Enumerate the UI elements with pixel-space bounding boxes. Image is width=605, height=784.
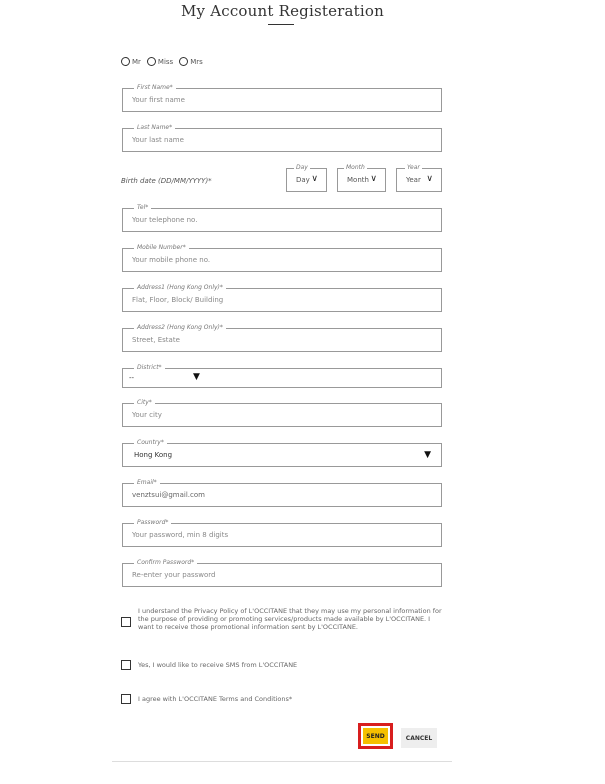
city-label: City* (134, 398, 155, 408)
district-label: District* (134, 363, 165, 373)
divider (112, 761, 452, 762)
terms-consent-text: I agree with L'OCCITANE Terms and Conditions* (138, 695, 293, 703)
email-field (122, 479, 442, 507)
password-label: Password* (134, 518, 171, 528)
radio-mr-label: Mr (132, 57, 141, 66)
sms-checkbox[interactable] (121, 660, 131, 670)
email-label: Email* (134, 478, 160, 488)
mobile-field (122, 244, 442, 272)
last-name-input[interactable] (132, 136, 432, 144)
last-name-field (122, 124, 442, 152)
dropdown-arrow-icon: ▼ (424, 450, 431, 460)
confirm-password-label: Confirm Password* (134, 558, 197, 568)
radio-circle-icon[interactable] (121, 57, 130, 66)
cancel-button[interactable]: CANCEL (401, 728, 437, 748)
title-underline (268, 24, 294, 25)
address2-field (122, 324, 442, 352)
terms-checkbox[interactable] (121, 694, 131, 704)
first-name-input[interactable] (132, 96, 432, 104)
year-select[interactable] (396, 164, 442, 192)
sms-consent-text: Yes, I would like to receive SMS from L'OCCITANE (138, 661, 298, 669)
last-name-label: Last Name* (134, 123, 175, 133)
password-input[interactable] (132, 531, 432, 539)
day-value: Day (296, 176, 310, 184)
password-field (122, 519, 442, 547)
privacy-consent-text: I understand the Privacy Policy of L'OCCITANE that they may use my personal information for the purpose of providing or promoting services/products made available by L'OCCITANE. I want to receive those promotional information sent by L'OCCITANE. (138, 607, 442, 631)
radio-mr[interactable] (121, 57, 141, 66)
day-select[interactable] (286, 164, 327, 192)
birth-date-label: Birth date (DD/MM/YYYY)* (121, 177, 212, 185)
radio-mrs[interactable] (179, 57, 203, 66)
chevron-down-icon: ∨ (426, 174, 433, 184)
radio-mrs-label: Mrs (190, 57, 203, 66)
country-value: Hong Kong (134, 451, 173, 459)
year-value: Year (406, 176, 421, 184)
address2-label: Address2 (Hong Kong Only)* (134, 323, 226, 333)
mobile-input[interactable] (132, 256, 432, 264)
radio-miss-label: Miss (157, 57, 174, 66)
email-input[interactable]: venztsui@gmail.com (132, 491, 205, 499)
confirm-password-field (122, 559, 442, 587)
page-title: My Account Registeration (181, 2, 384, 20)
confirm-password-input[interactable] (132, 571, 432, 579)
district-select[interactable] (122, 364, 442, 388)
dropdown-arrow-icon: ▼ (193, 372, 200, 382)
radio-miss[interactable] (147, 57, 173, 66)
tel-input[interactable] (132, 216, 432, 224)
radio-circle-icon[interactable] (179, 57, 188, 66)
address1-input[interactable] (132, 296, 432, 304)
month-value: Month (347, 176, 369, 184)
city-field (122, 399, 442, 427)
address1-field (122, 284, 442, 312)
address2-input[interactable] (132, 336, 432, 344)
chevron-down-icon: ∨ (370, 174, 377, 184)
terms-consent (121, 694, 443, 704)
tel-label: Tel* (134, 203, 151, 213)
district-value: -- (129, 374, 135, 382)
mobile-label: Mobile Number* (134, 243, 189, 253)
country-select[interactable] (122, 439, 442, 467)
send-button[interactable]: SEND (363, 728, 388, 744)
chevron-down-icon: ∨ (311, 174, 318, 184)
radio-circle-icon[interactable] (147, 57, 156, 66)
sms-consent (121, 660, 443, 670)
month-select[interactable] (337, 164, 386, 192)
first-name-field (122, 84, 442, 112)
country-label: Country* (134, 438, 167, 448)
first-name-label: First Name* (134, 83, 176, 93)
day-label: Day (296, 164, 308, 171)
tel-field (122, 204, 442, 232)
privacy-checkbox[interactable] (121, 617, 131, 627)
salutation-radio-group (121, 57, 209, 66)
privacy-consent (121, 607, 443, 631)
city-input[interactable] (132, 411, 432, 419)
address1-label: Address1 (Hong Kong Only)* (134, 283, 226, 293)
month-label: Month (346, 164, 365, 171)
year-label: Year (407, 164, 420, 171)
